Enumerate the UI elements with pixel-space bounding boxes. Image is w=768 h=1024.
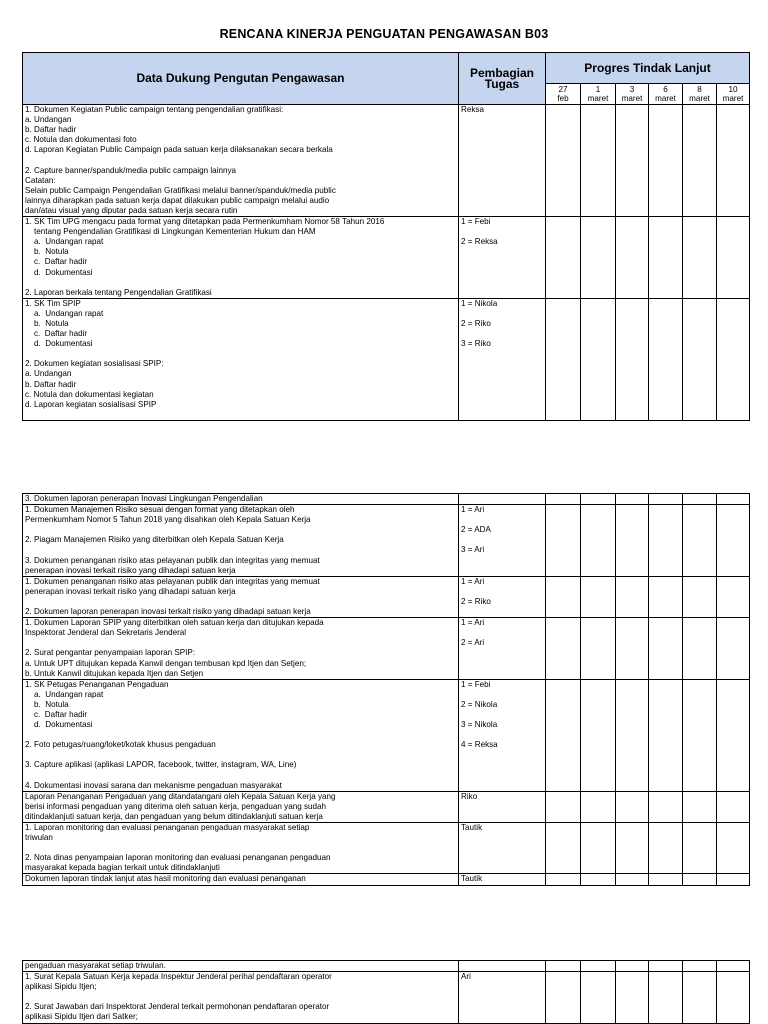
progress-cell xyxy=(616,618,649,680)
document-line: triwulan xyxy=(25,833,53,843)
document-line: 1. SK Tim SPIP xyxy=(25,298,81,308)
progress-cell xyxy=(616,576,649,617)
assignee: 1 = Ari xyxy=(461,505,485,515)
document-line: 2. Foto petugas/ruang/loket/kotak khusus pengaduan xyxy=(25,740,216,750)
progress-cell xyxy=(649,972,683,1023)
document-line: 3. Dokumen penanganan risiko atas pelayanan publik dan integritas yang memuat xyxy=(25,555,320,565)
date-day: 6 xyxy=(663,85,668,94)
assignee: 3 = Nikola xyxy=(461,720,498,730)
progress-cell xyxy=(546,874,581,885)
date-header xyxy=(717,84,750,105)
progress-cell xyxy=(717,874,750,885)
progress-cell xyxy=(581,874,616,885)
table-row xyxy=(23,972,750,1023)
task-table-part-1 xyxy=(22,52,750,421)
assignment-cell xyxy=(459,874,546,885)
progress-cell xyxy=(717,961,750,972)
date-month: feb xyxy=(557,94,569,103)
assignee: 1 = Febi xyxy=(461,217,491,227)
header-pembagian-line-2: Tugas xyxy=(484,76,520,91)
document-line: aplikasi Sipidu Itjen; xyxy=(25,982,97,992)
document-line: Laporan Penanganan Pengaduan yang ditandatangani oleh Kepala Satuan Kerja yang xyxy=(25,791,336,801)
supporting-data-cell xyxy=(23,791,459,822)
assignee xyxy=(461,227,543,237)
assignee: 1 = Nikola xyxy=(461,298,498,308)
progress-cell xyxy=(546,961,581,972)
supporting-data-cell xyxy=(23,618,459,680)
assignee: 4 = Reksa xyxy=(461,740,498,750)
assignment-cell xyxy=(459,961,546,972)
table-body xyxy=(23,961,750,1024)
progress-cell xyxy=(717,972,750,1023)
header-data-dukung: Data Dukung Pengutan Pengawasan xyxy=(23,53,459,105)
supporting-data-cell xyxy=(23,505,459,577)
progress-cell xyxy=(581,576,616,617)
document-line: 3. Capture aplikasi (aplikasi LAPOR, facebook, twitter, instagram, WA, Line) xyxy=(25,760,297,770)
table-row xyxy=(23,298,750,420)
assignment-cell xyxy=(459,505,546,577)
document-line: penerapan inovasi terkait risiko yang dihadapi satuan kerja xyxy=(25,565,236,575)
assignee: 1 = Ari xyxy=(461,576,485,586)
document-line: a. Undangan rapat xyxy=(25,237,104,247)
document-line xyxy=(25,525,456,535)
supporting-data-cell xyxy=(23,874,459,885)
table-row xyxy=(23,217,750,299)
date-day: 8 xyxy=(697,85,702,94)
supporting-data-cell xyxy=(23,576,459,617)
progress-cell xyxy=(717,679,750,791)
progress-cell xyxy=(717,505,750,577)
document-line: 2. Surat Jawaban dari Inspektorat Jenderal terkait permohonan pendaftaran operator xyxy=(25,1002,330,1012)
assignment-cell xyxy=(459,298,546,420)
document-line: 1. Dokumen Manajemen Risiko sesuai dengan format yang ditetapkan oleh xyxy=(25,505,295,515)
progress-cell xyxy=(581,961,616,972)
document-line: b. Daftar hadir xyxy=(25,379,77,389)
assignment-cell xyxy=(459,679,546,791)
progress-cell xyxy=(683,298,717,420)
table-row xyxy=(23,494,750,505)
progress-cell xyxy=(683,874,717,885)
date-month: maret xyxy=(587,94,609,103)
progress-cell xyxy=(616,874,649,885)
header-pembagian-line-1: Pembagian xyxy=(469,66,535,81)
date-day: 3 xyxy=(629,85,635,94)
progress-cell xyxy=(717,791,750,822)
document-line: aplikasi Sipidu Itjen dari Satker; xyxy=(25,1012,138,1022)
assignment-cell xyxy=(459,823,546,874)
date-day: 1 xyxy=(595,85,601,94)
progress-cell xyxy=(546,576,581,617)
table-body xyxy=(23,105,750,421)
date-day: 10 xyxy=(728,85,738,94)
document-line: pengaduan masyarakat setiap triwulan. xyxy=(25,961,166,970)
table-row xyxy=(23,823,750,874)
progress-cell xyxy=(616,494,649,505)
progress-cell xyxy=(683,972,717,1023)
progress-cell xyxy=(581,298,616,420)
document-line xyxy=(25,597,456,607)
document-line: dan/atau visual yang diputar pada satuan kerja secara rutin xyxy=(25,205,238,215)
assignment-cell xyxy=(459,972,546,1023)
date-header xyxy=(581,84,616,105)
document-line: 2. Capture banner/spanduk/media public campaign lainnya xyxy=(25,165,237,175)
progress-cell xyxy=(546,505,581,577)
progress-cell xyxy=(649,618,683,680)
document-line: masyarakat kepada bagian terkait untuk ditindaklanjuti xyxy=(25,863,220,873)
assignee xyxy=(461,535,543,545)
assignee: Ari xyxy=(461,972,471,982)
progress-cell xyxy=(717,298,750,420)
progress-cell xyxy=(717,823,750,874)
progress-cell xyxy=(649,823,683,874)
document-line: Permenkumham Nomor 5 Tahun 2018 yang disahkan oleh Kepala Satuan Kerja xyxy=(25,515,311,525)
document-line: b. Daftar hadir xyxy=(25,125,77,135)
assignee: 2 = ADA xyxy=(461,525,491,535)
progress-cell xyxy=(649,576,683,617)
progress-cell xyxy=(717,494,750,505)
progress-cell xyxy=(546,618,581,680)
document-line: d. Laporan kegiatan sosialisasi SPIP xyxy=(25,399,157,409)
task-table-part-2 xyxy=(22,493,750,886)
table-row xyxy=(23,505,750,577)
document-line: d. Dokumentasi xyxy=(25,267,93,277)
document-line: penerapan inovasi terkait risiko yang dihadapi satuan kerja xyxy=(25,586,236,596)
document-line: Dokumen laporan tindak lanjut atas hasil monitoring dan evaluasi penanganan xyxy=(25,874,306,884)
document-line xyxy=(25,750,456,760)
table-row xyxy=(23,791,750,822)
document-line: ditindaklanjuti satuan kerja, dan pengaduan yang belum ditindaklanjuti satuan kerja xyxy=(25,811,323,821)
progress-cell xyxy=(616,679,649,791)
document-line: d. Dokumentasi xyxy=(25,720,93,730)
document-line: 3. Dokumen laporan penerapan Inovasi Lingkungan Pengendalian xyxy=(25,494,263,503)
document-line: 1. Dokumen penanganan risiko atas pelayanan publik dan integritas yang memuat xyxy=(25,576,320,586)
progress-cell xyxy=(616,217,649,299)
document-line: c. Notula dan dokumentasi kegiatan xyxy=(25,389,154,399)
assignee: 2 = Nikola xyxy=(461,699,498,709)
progress-cell xyxy=(683,105,717,217)
progress-cell xyxy=(581,494,616,505)
progress-cell xyxy=(581,791,616,822)
progress-cell xyxy=(649,874,683,885)
progress-cell xyxy=(616,105,649,217)
document-line: a. Undangan xyxy=(25,115,72,125)
table-row xyxy=(23,679,750,791)
assignee xyxy=(461,515,543,525)
assignment-cell xyxy=(459,105,546,217)
assignment-cell xyxy=(459,618,546,680)
progress-cell xyxy=(649,217,683,299)
document-line xyxy=(25,349,456,359)
table-body xyxy=(23,494,750,886)
document-line: d. Laporan Kegiatan Public Campaign pada satuan kerja dilaksanakan secara berkala xyxy=(25,145,333,155)
assignee: 2 = Riko xyxy=(461,596,491,606)
progress-cell xyxy=(717,105,750,217)
progress-cell xyxy=(546,105,581,217)
progress-cell xyxy=(546,791,581,822)
progress-cell xyxy=(683,576,717,617)
progress-cell xyxy=(616,791,649,822)
document-line: 1. SK Petugas Penanganan Pengaduan xyxy=(25,679,169,689)
table-row xyxy=(23,576,750,617)
document-line: b. Notula xyxy=(25,699,69,709)
date-day: 27 xyxy=(558,85,568,94)
assignee xyxy=(461,961,543,971)
document-line xyxy=(25,992,456,1002)
assignee: 2 = Reksa xyxy=(461,237,498,247)
assignee: 2 = Ari xyxy=(461,638,485,648)
document-line xyxy=(25,155,456,165)
document-line: 1. SK Tim UPG mengacu pada format yang ditetapkan pada Permenkumham Nomor 58 Tahun 2016 xyxy=(25,217,385,227)
date-month: maret xyxy=(621,94,643,103)
document-line: c. Notula dan dokumentasi foto xyxy=(25,135,137,145)
assignment-cell xyxy=(459,576,546,617)
document-line: 2. Piagam Manajemen Risiko yang diterbitkan oleh Kepala Satuan Kerja xyxy=(25,535,284,545)
progress-cell xyxy=(649,791,683,822)
progress-cell xyxy=(616,972,649,1023)
page-title: RENCANA KINERJA PENGUATAN PENGAWASAN B03 xyxy=(219,27,549,41)
document-line: tentang Pengendalian Gratifikasi di Lingkungan Kementerian Hukum dan HAM xyxy=(25,227,316,237)
document-line: 1. Dokumen Kegiatan Public campaign tentang pengendalian gratifikasi: xyxy=(25,105,284,114)
progress-cell xyxy=(683,618,717,680)
supporting-data-cell xyxy=(23,298,459,420)
supporting-data-cell xyxy=(23,494,459,505)
document-line: 2. Surat pengantar penyampaian laporan SPIP: xyxy=(25,648,196,658)
progress-cell xyxy=(581,679,616,791)
document-line: Inspektorat Jenderal dan Sekretaris Jenderal xyxy=(25,628,187,638)
date-header xyxy=(649,84,683,105)
assignee: 3 = Riko xyxy=(461,339,491,349)
assignee: 1 = Ari xyxy=(461,618,485,628)
document-line xyxy=(25,730,456,740)
document-line: 2. Nota dinas penyampaian laporan monitoring dan evaluasi penanganan pengaduan xyxy=(25,853,331,863)
assignee xyxy=(461,628,543,638)
progress-cell xyxy=(546,823,581,874)
document-line: 1. Surat Kepala Satuan Kerja kepada Inspektur Jenderal perihal pendaftaran operator xyxy=(25,972,332,982)
document-line: a. Undangan rapat xyxy=(25,689,104,699)
assignment-cell xyxy=(459,217,546,299)
assignee xyxy=(461,309,543,319)
document-line xyxy=(25,638,456,648)
assignee: 2 = Riko xyxy=(461,318,491,328)
assignee xyxy=(461,710,543,720)
progress-cell xyxy=(546,217,581,299)
progress-cell xyxy=(683,679,717,791)
document-line: 1. Dokumen Laporan SPIP yang diterbitkan oleh satuan kerja dan ditujukan kepada xyxy=(25,618,324,628)
progress-cell xyxy=(546,679,581,791)
progress-cell xyxy=(649,505,683,577)
supporting-data-cell xyxy=(23,823,459,874)
progress-cell xyxy=(683,961,717,972)
progress-cell xyxy=(546,972,581,1023)
table-row xyxy=(23,105,750,217)
date-header xyxy=(546,84,581,105)
document-line xyxy=(25,410,456,420)
supporting-data-cell xyxy=(23,679,459,791)
document-line: b. Untuk Kanwil ditujukan kepada Itjen dan Setjen xyxy=(25,668,204,678)
document-line: 2. Dokumen laporan penerapan inovasi terkait risiko yang dihadapi satuan kerja xyxy=(25,607,311,617)
document-line xyxy=(25,771,456,781)
document-line: 2. Dokumen kegiatan sosialisasi SPIP: xyxy=(25,359,164,369)
date-month: maret xyxy=(722,94,744,103)
task-table-part-3 xyxy=(22,960,750,1024)
document-line: 1. Laporan monitoring dan evaluasi penanganan pengaduan masyarakat setiap xyxy=(25,823,310,832)
progress-cell xyxy=(683,217,717,299)
progress-cell xyxy=(649,494,683,505)
progress-cell xyxy=(683,494,717,505)
progress-cell xyxy=(616,961,649,972)
document-line: Selain public Campaign Pengendalian Gratifikasi melalui banner/spanduk/media public xyxy=(25,185,336,195)
assignee: 1 = Febi xyxy=(461,679,491,689)
document-line: lainnya diharapkan pada satuan kerja dapat dilakukan public campaign melalui audio xyxy=(25,195,330,205)
supporting-data-cell xyxy=(23,105,459,217)
supporting-data-cell xyxy=(23,217,459,299)
progress-cell xyxy=(683,505,717,577)
progress-cell xyxy=(649,105,683,217)
progress-cell xyxy=(581,823,616,874)
document-line: berisi informasi pengaduan yang diterima oleh satuan kerja, pengaduan yang sudah xyxy=(25,801,327,811)
date-month: maret xyxy=(689,94,710,103)
progress-cell xyxy=(616,505,649,577)
progress-cell xyxy=(717,217,750,299)
progress-cell xyxy=(581,972,616,1023)
progress-cell xyxy=(649,679,683,791)
document-line: a. Undangan rapat xyxy=(25,308,104,318)
table-row xyxy=(23,618,750,680)
date-month: maret xyxy=(655,94,676,103)
assignee xyxy=(461,329,543,339)
document-line: c. Daftar hadir xyxy=(25,329,88,339)
progress-cell xyxy=(581,217,616,299)
progress-cell xyxy=(581,505,616,577)
progress-cell xyxy=(717,576,750,617)
progress-cell xyxy=(649,961,683,972)
supporting-data-cell xyxy=(23,972,459,1023)
progress-cell xyxy=(616,298,649,420)
assignee xyxy=(461,690,543,700)
assignee xyxy=(461,730,543,740)
assignee: Riko xyxy=(461,791,478,801)
assignee: Tautik xyxy=(461,874,483,884)
progress-cell xyxy=(616,823,649,874)
document-line: 4. Dokumentasi inovasi sarana dan mekanisme pengaduan masyarakat xyxy=(25,780,282,790)
assignment-cell xyxy=(459,791,546,822)
document-line: c. Daftar hadir xyxy=(25,257,88,267)
progress-cell xyxy=(546,298,581,420)
document-line: a. Untuk UPT ditujukan kepada Kanwil dengan tembusan kpd Itjen dan Setjen; xyxy=(25,658,307,668)
assignee: 3 = Ari xyxy=(461,545,485,555)
document-line: b. Notula xyxy=(25,318,69,328)
assignee xyxy=(461,587,543,597)
document-line: c. Daftar hadir xyxy=(25,709,88,719)
document-line: 2. Laporan berkala tentang Pengendalian Gratifikasi xyxy=(25,287,212,297)
progress-cell xyxy=(546,494,581,505)
document-line: Catatan: xyxy=(25,175,56,185)
document-line xyxy=(25,843,456,853)
header-pembagian-tugas xyxy=(459,53,546,105)
document-line: a. Undangan xyxy=(25,369,72,379)
date-header xyxy=(616,84,649,105)
progress-cell xyxy=(581,105,616,217)
table-row xyxy=(23,874,750,885)
assignment-cell xyxy=(459,494,546,505)
progress-cell xyxy=(683,823,717,874)
document-line: d. Dokumentasi xyxy=(25,339,93,349)
document-line xyxy=(25,278,456,288)
assignee: Tautik xyxy=(461,823,483,832)
document-line xyxy=(25,545,456,555)
progress-cell xyxy=(649,298,683,420)
header-progres-tindak-lanjut: Progres Tindak Lanjut xyxy=(546,53,750,84)
assignee xyxy=(461,494,543,504)
table-row xyxy=(23,961,750,972)
date-header xyxy=(683,84,717,105)
progress-cell xyxy=(717,618,750,680)
progress-cell xyxy=(581,618,616,680)
assignee: Reksa xyxy=(461,105,484,114)
supporting-data-cell xyxy=(23,961,459,972)
progress-cell xyxy=(683,791,717,822)
document-line: b. Notula xyxy=(25,247,69,257)
